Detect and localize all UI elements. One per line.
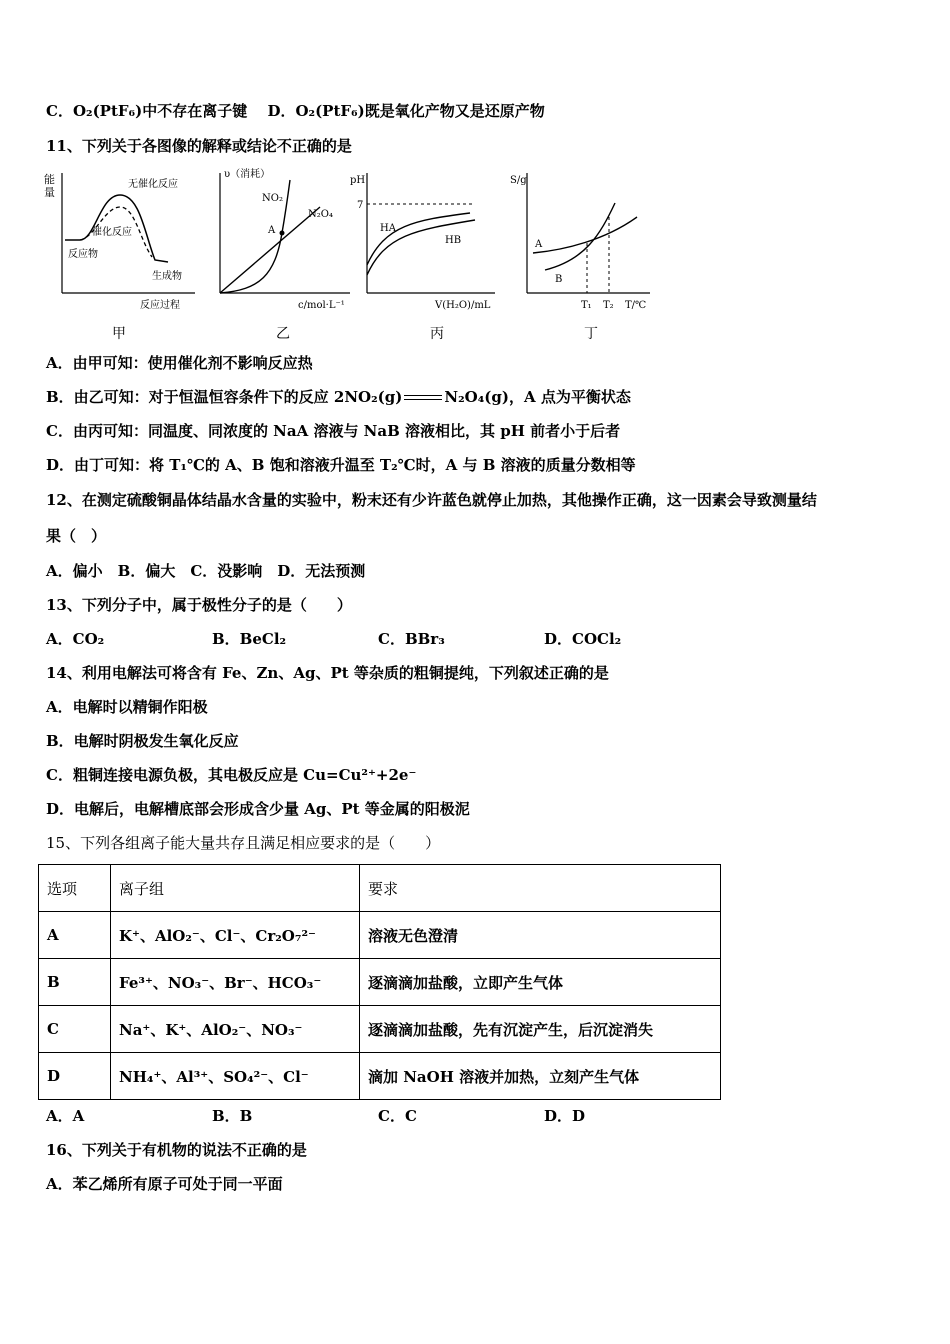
q11-stem: 11、下列关于各图像的解释或结论不正确的是 (46, 137, 352, 155)
figure-bing (345, 165, 505, 315)
table-row (39, 1053, 721, 1100)
bing-xlabel: V(H₂O)/mL (435, 300, 491, 311)
row-b-ions: Fe³⁺、NO₃⁻、Br⁻、HCO₃⁻ (111, 959, 360, 1006)
row-d-requirement: 滴加 NaOH 溶液并加热，立刻产生气体 (360, 1053, 721, 1100)
q10-option-d: D．O₂(PtF₆)既是氧化产物又是还原产物 (267, 102, 545, 120)
q13-stem: 13、下列分子中，属于极性分子的是（ ） (46, 596, 352, 614)
header-requirement: 要求 (360, 865, 721, 912)
q11-option-a: A．由甲可知：使用催化剂不影响反应热 (46, 354, 313, 372)
jia-curve1-label: 无催化反应 (128, 179, 178, 190)
table-row (39, 1006, 721, 1053)
q14-stem: 14、利用电解法可将含有 Fe、Zn、Ag、Pt 等杂质的粗铜提纯，下列叙述正确的是 (46, 664, 609, 682)
q13-option-d: D．COCl₂ (544, 630, 622, 648)
bing-tick-7: 7 (357, 200, 364, 211)
q13-option-c: C．BBr₃ (378, 630, 445, 648)
yi-no2-label: NO₂ (262, 193, 283, 204)
ding-t1-label: T₁ (581, 300, 592, 311)
row-b-option: B (39, 959, 111, 1006)
bing-hb-label: HB (445, 235, 462, 246)
q15-option-b: B．B (212, 1107, 253, 1125)
q14-option-d: D．电解后，电解槽底部会形成含少量 Ag、Pt 等金属的阳极泥 (46, 800, 470, 818)
jia-reactant-label: 反应物 (68, 249, 98, 260)
table-row (39, 959, 721, 1006)
jia-ylabel-2: 量 (44, 186, 55, 199)
jia-curve2-label: 催化反应 (92, 227, 132, 238)
q12-stem-1: 12、在测定硫酸铜晶体结晶水含量的实验中，粉末还有少许蓝色就停止加热，其他操作正确，这一因素会导致测量结 (46, 491, 817, 509)
q15-option-c: C．C (378, 1107, 417, 1125)
row-c-option: C (39, 1006, 111, 1053)
q14-option-b: B．电解时阴极发生氧化反应 (46, 732, 239, 750)
q12-stem-2: 果（ ） (46, 527, 107, 545)
q13-option-a: A．CO₂ (46, 630, 105, 648)
figure-ding (505, 165, 655, 315)
row-b-requirement: 逐滴滴加盐酸，立即产生气体 (360, 959, 721, 1006)
figure-yi (210, 165, 360, 315)
caption-bing: 丙 (430, 326, 444, 342)
q13-option-b: B．BeCl₂ (212, 630, 287, 648)
point-a (280, 231, 285, 236)
figure-jia (40, 165, 200, 315)
row-a-ions: K⁺、AlO₂⁻、Cl⁻、Cr₂O₇²⁻ (111, 912, 360, 959)
q10-option-c: C．O₂(PtF₆)中不存在离子键 (46, 102, 248, 120)
q14-option-a: A．电解时以精铜作阳极 (46, 698, 208, 716)
q11-option-b (46, 387, 631, 407)
ding-a-label: A (535, 239, 543, 250)
row-a-requirement: 溶液无色澄清 (360, 912, 721, 959)
q15-option-a: A．A (46, 1107, 85, 1125)
table-header-row (39, 865, 721, 912)
yi-point-label: A (268, 225, 276, 236)
row-c-requirement: 逐滴滴加盐酸，先有沉淀产生，后沉淀消失 (360, 1006, 721, 1053)
yi-n2o4-label: N₂O₄ (308, 209, 333, 220)
bing-ylabel: pH (350, 175, 366, 186)
yi-xlabel: c/mol·L⁻¹ (298, 300, 345, 311)
q15-stem: 15、下列各组离子能大量共存且满足相应要求的是（ ） (46, 834, 441, 852)
q11-option-b-pre: B．由乙可知：对于恒温恒容条件下的反应 2NO₂(g) (46, 388, 403, 406)
a-curve (533, 217, 637, 253)
caption-jia: 甲 (112, 326, 126, 342)
q12-options: A．偏小 B．偏大 C．没影响 D．无法预测 (46, 562, 366, 580)
header-option: 选项 (39, 865, 111, 912)
bing-ha-label: HA (380, 223, 396, 234)
header-ions: 离子组 (111, 865, 360, 912)
no2-line (220, 207, 320, 293)
q15-option-d: D．D (544, 1107, 586, 1125)
ding-t2-label: T₂ (603, 300, 614, 311)
jia-product-label: 生成物 (152, 271, 182, 282)
yi-ylabel: υ（消耗） (224, 169, 271, 180)
table-row (39, 912, 721, 959)
jia-ylabel-1: 能 (44, 173, 55, 186)
jia-xlabel: 反应过程 (140, 300, 180, 311)
ding-ylabel: S/g (510, 175, 527, 186)
ding-xlabel: T/℃ (625, 300, 647, 311)
row-a-option: A (39, 912, 111, 959)
row-d-ions: NH₄⁺、Al³⁺、SO₄²⁻、Cl⁻ (111, 1053, 360, 1100)
q11-option-c: C．由丙可知：同温度、同浓度的 NaA 溶液与 NaB 溶液相比，其 pH 前者小于后者 (46, 422, 621, 440)
q15-table (38, 864, 721, 1100)
q11-option-d: D．由丁可知：将 T₁℃的 A、B 饱和溶液升温至 T₂℃时，A 与 B 溶液的质量分数相等 (46, 456, 636, 474)
q15-options (46, 1106, 585, 1126)
b-curve (545, 203, 615, 270)
equilibrium-arrow-icon (404, 394, 442, 402)
q10-options-line (46, 101, 545, 121)
q16-stem: 16、下列关于有机物的说法不正确的是 (46, 1141, 307, 1159)
q16-option-a: A．苯乙烯所有原子可处于同一平面 (46, 1175, 283, 1193)
ding-b-label: B (555, 274, 563, 285)
q11-option-b-post: N₂O₄(g)，A 点为平衡状态 (444, 388, 631, 406)
caption-ding: 丁 (584, 326, 598, 342)
row-c-ions: Na⁺、K⁺、AlO₂⁻、NO₃⁻ (111, 1006, 360, 1053)
q13-options (46, 629, 621, 649)
q14-option-c: C．粗铜连接电源负极，其电极反应是 Cu=Cu²⁺+2e⁻ (46, 766, 417, 784)
row-d-option: D (39, 1053, 111, 1100)
caption-yi: 乙 (276, 326, 290, 342)
